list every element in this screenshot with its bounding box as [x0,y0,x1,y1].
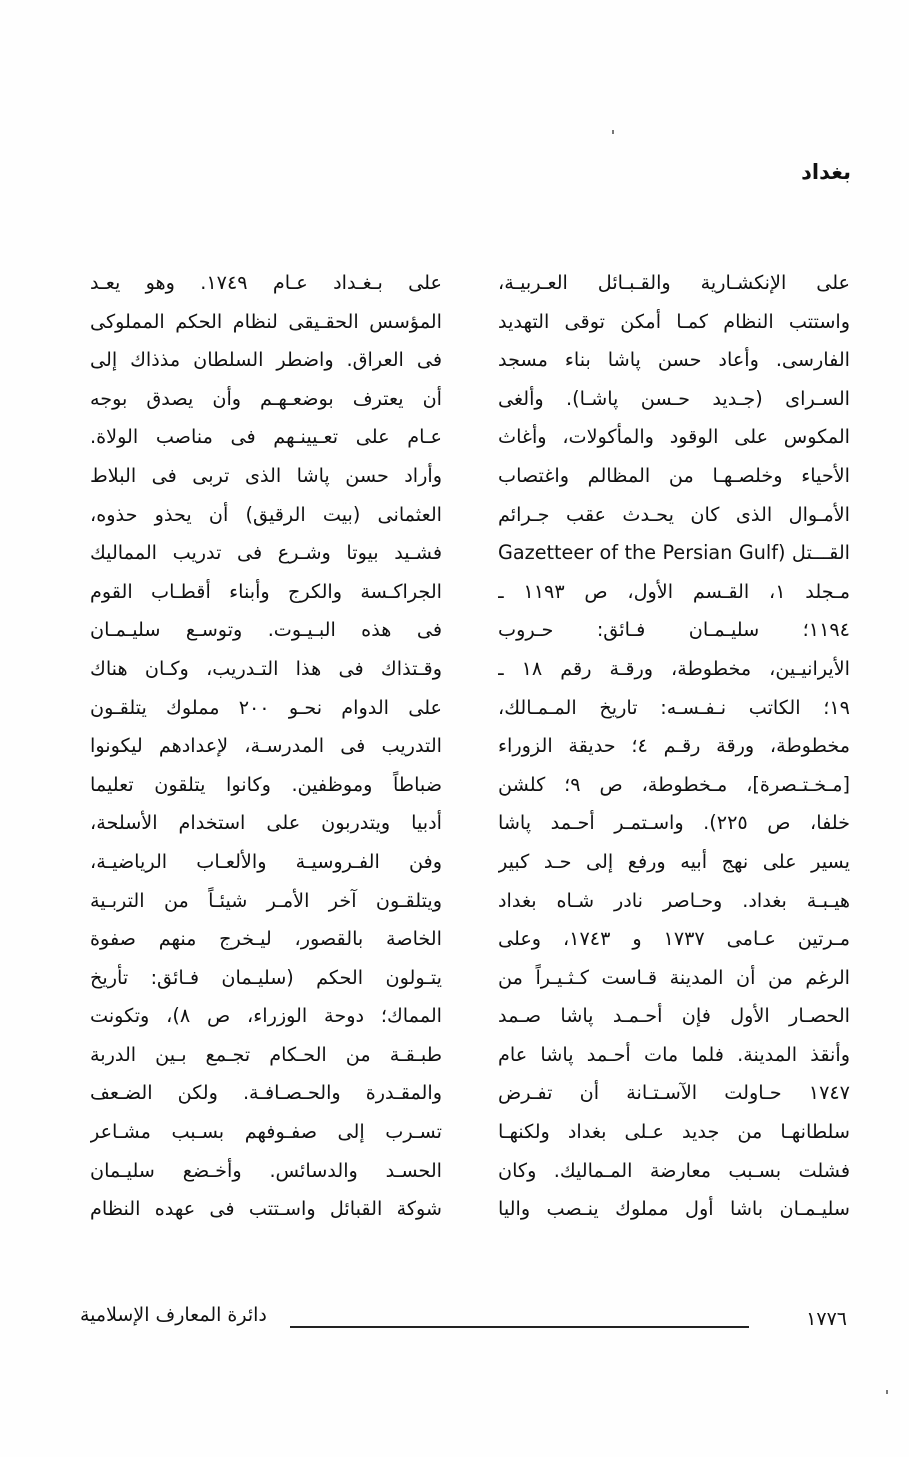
text-line: على الدوام نحـو ٢٠٠ مملوك يتلقـون [90,695,442,719]
text-line: فشلت بسـبب معارضة المـماليك. وكان [498,1158,850,1182]
text-line: الأيرانيـين، مخطوطة، ورقـة رقم ١٨ ـ [498,656,850,680]
text-line: المماك؛ دوحة الوزراء، ص ٨)، وتكونت [90,1004,442,1028]
text-line: طبـقـة من الحـكام تجـمع بـين الدربة [90,1042,442,1066]
text-line: المكوس على الوقود والمأكولات، وأغاث [498,425,850,449]
text-line: مـجلد ١، القـسم الأول، ص ١١٩٣ ـ [498,579,850,603]
text-line: سليـمـان باشا أول مملوك ينـصب واليا [498,1197,850,1221]
text-line: الفارسى. وأعاد حسن پاشا بناء مسجد [498,348,850,372]
text-line: الخاصة بالقصور، ليـخرج منهم صفوة [90,927,442,951]
page-number: ١٧٧٦ [806,1308,847,1330]
text-line: هيـبـة بغداد. وحـاصر نادر شـاه بغداد [498,888,850,912]
text-line: أن يعترف بوضعـهـم وأن يصدق بوجه [90,386,442,410]
running-head: بغداد [801,160,851,184]
text-line: ضباطاً وموظفين. وكانوا يتلقون تعليما [90,772,442,796]
text-line: مـرتين عـامى ١٧٣٧ و ١٧٤٣، وعلى [498,927,850,951]
text-line: أدبيا ويتدربون على استخدام الأسلحة، [90,811,442,835]
text-line: الحسـد والدسائس. وأخـضع سليـمان [90,1158,442,1182]
text-line: ويتلقـون آخر الأمـر شيئـاً من التربـية [90,888,442,912]
text-line: ١٩؛ الكاتب نـفـسـه: تاريخ المـمـالك، [498,695,850,719]
text-line: وقـتذاك فى هذا التـدريب، وكـان هناك [90,656,442,680]
text-line: فى العراق. واضطر السلطان مذذاك إلى [90,348,442,372]
text-line: الأحياء وخلصـهـا من المظالم واغتصاب [498,463,850,487]
text-line: ١٧٤٧ حـاولت الآسـتـانة أن تفـرض [498,1081,850,1105]
scan-speck [886,1390,888,1394]
text-line: يسير على نهج أبيه ورفع إلى حـد كبير [498,849,850,873]
footer-rule [290,1326,749,1328]
text-line: على الإنكشـارية والقـبـائل العـربيـة، [498,271,850,294]
text-line: الأمـوال الذى كان يحـدث عقب جـرائم [498,502,850,526]
text-column-right [498,264,850,1229]
text-line: واستتب النظام كمـا أمكن توقى التهديد [498,309,850,333]
text-line: وأنقذ المدينة. فلما مات أحـمد پاشا عام [498,1042,850,1066]
text-line: وأراد حسن پاشا الذى تربى فى البلاط [90,463,442,487]
text-line: [مـخـتـصرة]، مـخطوطة، ص ٩؛ كلشن [498,772,850,796]
publication-title: دائرة المعارف الإسلامية [80,1304,267,1326]
text-line: الجراكـسة والكرج وأبناء أقطـاب القوم [90,579,442,603]
text-line: خلفا، ص ٢٢٥). واسـتمـر أحـمد پاشا [498,811,850,835]
text-line: السـراى (جـديد حـسن پاشـا). وألغى [498,386,850,410]
text-line: يتـولون الحكم (سليـمان فـائق: تأريخ [90,965,442,989]
text-line: شوكة القبائل واسـتتب فى عهده النظام [90,1197,442,1221]
text-line: فى هذه البـيـوت. وتوسـع سليـمـان [90,618,442,642]
text-line: سلطانهـا من جديد عـلى بغداد ولكنهـا [498,1120,850,1144]
text-line: العثمانى (بيت الرقيق) أن يحذو حذوه، [90,502,442,526]
text-line: التدريب فى المدرسـة، لإعدادهم ليكونوا [90,734,442,758]
text-line: القـــتل (Gazetteer of the Persian Gulf [498,541,850,565]
scan-speck [612,130,614,134]
text-line: فشـيد بيوتا وشـرع فى تدريب المماليك [90,541,442,565]
text-line: عـام على تعـيينـهم فى مناصب الولاة. [90,425,442,449]
text-line: الرغم من أن المدينة قـاست كـثـيـراً من [498,965,850,989]
text-line: تسـرب إلى صفـوفهم بسـبب مشـاعر [90,1120,442,1144]
text-line: على بـغـداد عـام ١٧٤٩. وهو يعـد [90,271,442,294]
text-line: ١١٩٤؛ سليـمـان فـائق: حـروب [498,618,850,642]
text-line: المؤسس الحقـيقى لنظام الحكم المملوكى [90,309,442,333]
text-column-left [90,264,442,1229]
text-line: مخطوطة، ورقة رقـم ٤؛ حديقة الزوراء [498,734,850,758]
text-line: والمقـدرة والحـصـافـة. ولكن الضـعف [90,1081,442,1105]
text-line: وفن الفـروسيـة والألعـاب الرياضيـة، [90,849,442,873]
text-line: الحصـار الأول فإن أحـمـد پاشا صـمد [498,1004,850,1028]
